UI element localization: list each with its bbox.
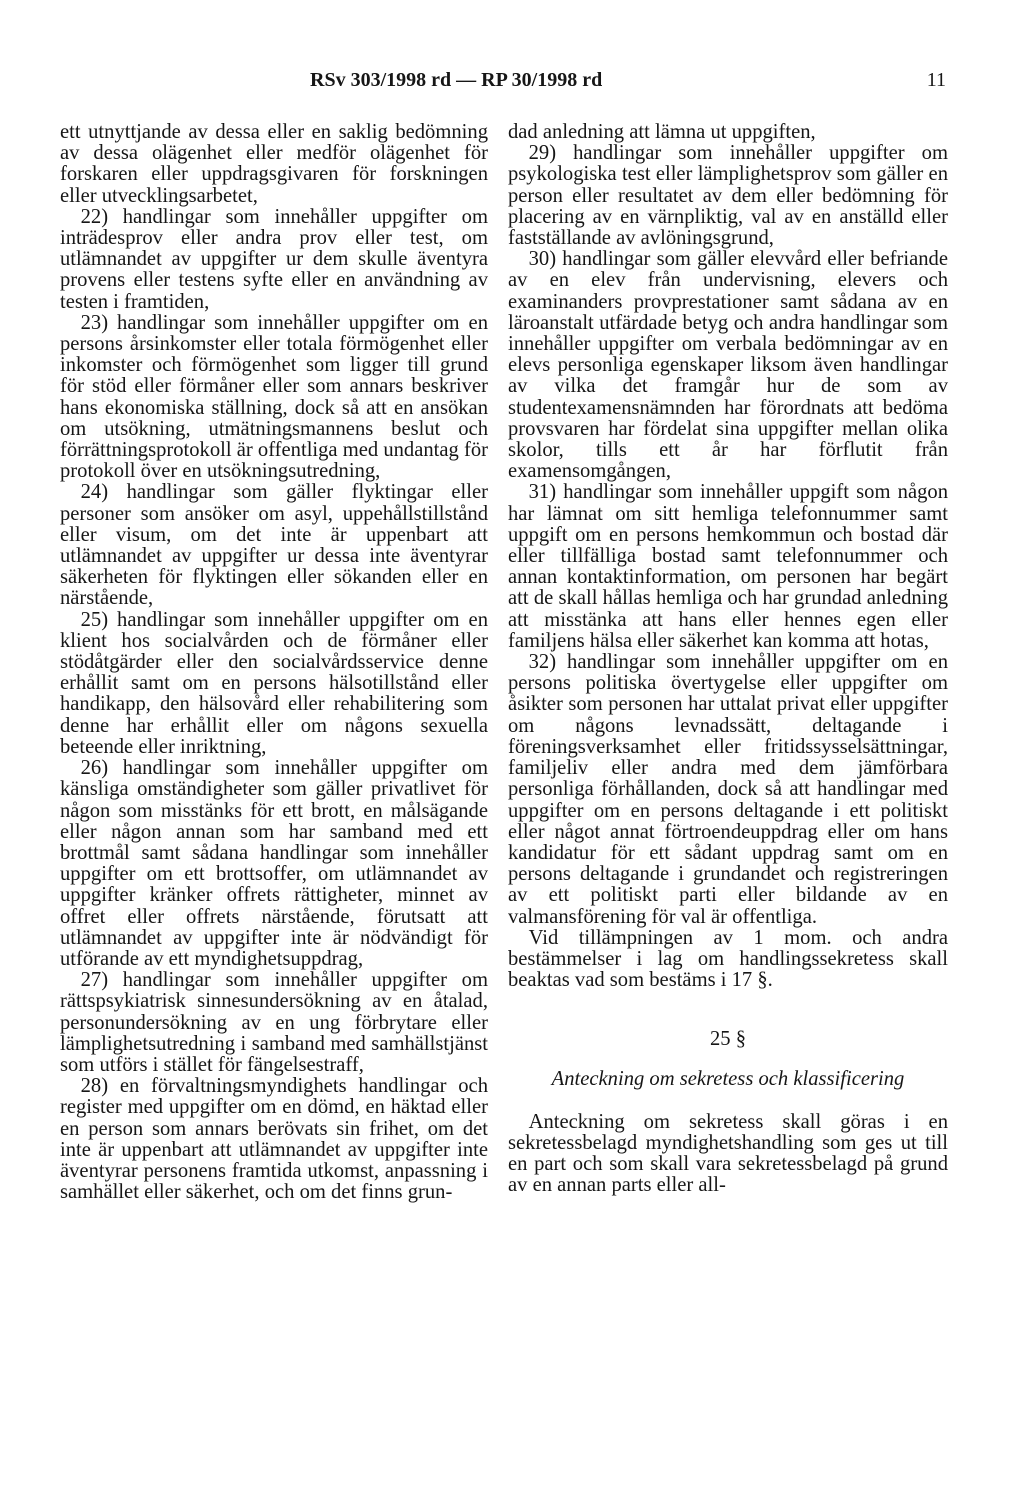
paragraph: Vid tillämpningen av 1 mom. och andra bestämmelser i lag om handlingssekretess skall beaktas vad som bestäms i 17 §.: [508, 926, 948, 992]
paragraph: 24) handlingar som gäller flyktingar eller personer som ansöker om asyl, uppehållstillstånd eller visum, om det inte är uppenbart att utlämnandet av uppgifter ur dessa inte äventyrar säkerheten för flyktingen eller sökanden eller en närstående,: [60, 481, 488, 610]
paragraph: ett utnyttjande av dessa eller en saklig bedömning av dessa olägenhet eller medför olägenhet för forskaren eller uppdragsgivaren för forskningen eller utvecklingsarbetet,: [60, 121, 488, 207]
right-column: [508, 122, 948, 1197]
paragraph: 32) handlingar som innehåller uppgifter om en persons politiska övertygelse eller uppgifter om åsikter som personen har uttalat privat eller uppgifter om någons levnadssätt, deltagande i föreningsverksamhet eller fritidssysselsättningar, familjeliv eller andra med dem jämförbara personliga förhållanden, dock så att handlingar med uppgifter om en persons deltagande i ett politiskt eller något annat förtroendeuppdrag eller om hans kandidatur för ett sådant uppdrag samt om en persons deltagande i grundandet och registreringen av ett politiskt parti eller bildande av en valmansförening för val är offentliga.: [508, 651, 948, 928]
paragraph: 29) handlingar som innehåller uppgifter om psykologiska test eller lämplighetsprov som gäller en person eller resultatet av dem eller bedömning för placering av en värnpliktig, val av en anställd eller fastställande av avlöningsgrund,: [508, 142, 948, 250]
paragraph: 26) handlingar som innehåller uppgifter om känsliga omständigheter som gäller privatlivet för någon som misstänks för ett brott, en målsägande eller någon annan som har samband med ett brottmål samt sådana handlingar som innehåller uppgifter om ett brottsoffer, om utlämnandet av uppgifter kränker offrets rättigheter, minnet av offret eller offrets närstående, förutsatt att utlämnandet av uppgifter inte är nödvändigt för utförande av ett myndighetsuppdrag,: [60, 757, 488, 970]
paragraph: 31) handlingar som innehåller uppgift som någon har lämnat om sitt hemliga telefonnummer samt uppgift om en persons hemkommun och bostad där eller tillfälliga bostad samt telefonnummer och annan kontaktinformation, om personen har begärt att de skall hållas hemliga och har grundad anledning att misstänka att hans eller hennes egen eller familjens hälsa eller säkerhet kan komma att hotas,: [508, 481, 948, 652]
paragraph: 27) handlingar som innehåller uppgifter om rättspsykiatrisk sinnesundersökning av en åtalad, personundersökning av en ung förbrytare eller lämplighetsutredning i samband med samhällstjänst som utförs i stället för fängelsestraff,: [60, 969, 488, 1076]
paragraph: 30) handlingar som gäller elevvård eller befriande av en elev från undervisning, elevers och examinanders provprestationer samt sådana av en läroanstalt utfärdade betyg och andra handlingar som innehåller uppgifter om verbala bedömningar av en elevs personliga egenskaper liksom även handlingar av vilka det framgår hur de som av studentexamensnämnden har förordnats att bedöma provsvaren har fördelat sina uppgifter mellan olika skolor, tills ett år har förflutit från examensomgången,: [508, 248, 948, 483]
paragraph: 28) en förvaltningsmyndighets handlingar och register med uppgifter om en dömd, en häktad eller en person som annars berövats sin frihet, om det inte är uppenbart att utlämnandet av uppgifter inte äventyrar personens framtida utkomst, anpassning i samhället eller säkerhet, och om det finns grun-: [60, 1075, 488, 1204]
section-body: Anteckning om sekretess skall göras i en sekretessbelagd myndighetshandling som ges ut till en part och som skall vara sekretessbelagd på grund av en annan parts eller all-: [508, 1110, 948, 1197]
page-number: 11: [926, 69, 946, 91]
left-column: [60, 122, 488, 1203]
section-number: 25 §: [709, 1028, 747, 1051]
paragraph: 22) handlingar som innehåller uppgifter om inträdesprov eller andra prov eller test, om utlämnandet av uppgifter ur dem skulle äventyra provens eller testens syfte eller en användning av testen i framtiden,: [60, 205, 488, 313]
paragraph: dad anledning att lämna ut uppgiften,: [508, 121, 816, 143]
header-title: RSv 303/1998 rd — RP 30/1998 rd: [310, 69, 603, 91]
section-title: Anteckning om sekretess och klassificering: [551, 1067, 905, 1090]
paragraph: 25) handlingar som innehåller uppgifter om en klient hos socialvården och de förmåner eller stödåtgärder eller den socialvårdsservice denne erhållit samt om en persons hälsotillstånd eller handikapp, den hälsovård eller rehabilitering som denne har erhållit eller om någons sexuella beteende eller inriktning,: [60, 608, 488, 758]
page-header: [0, 68, 1024, 98]
paragraph: 23) handlingar som innehåller uppgifter om en persons årsinkomster eller totala förmögenhet eller inkomster och förmögenhet som ligger till grund för stöd eller förmåner eller som annars beskriver hans ekonomiska ställning, dock så att en ansökan om utsökning, utmätningsmannens beslut och förrättningsprotokoll är offentliga med undantag för protokoll över en utsökningsutredning,: [60, 311, 488, 483]
